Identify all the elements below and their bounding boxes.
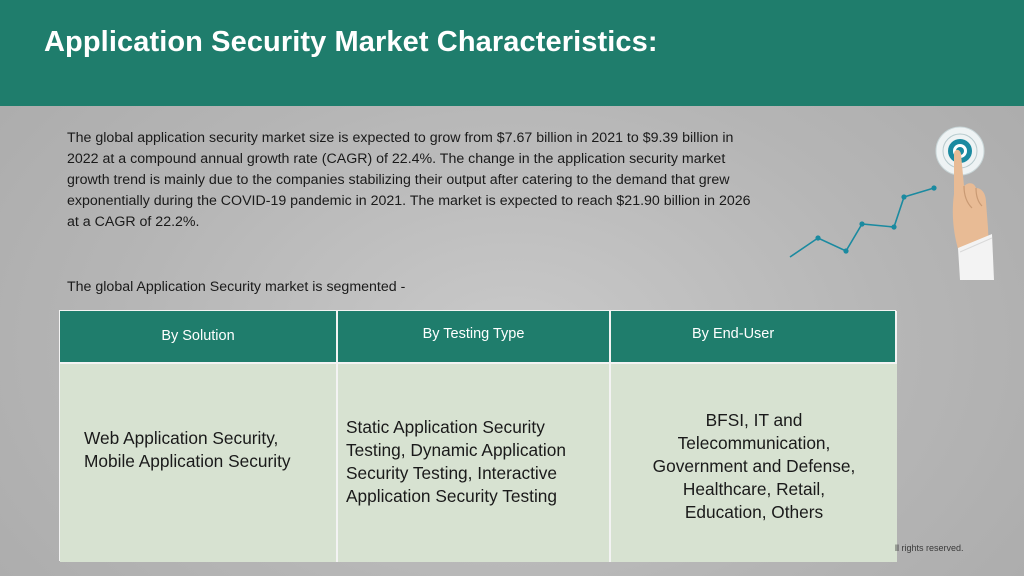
table-cell-testing-type — [338, 364, 611, 562]
page-title: Application Security Market Characteristics: — [44, 26, 658, 58]
segmentation-table — [59, 310, 896, 561]
target-growth-chart-icon — [788, 124, 998, 280]
table-cell-solution — [60, 364, 338, 562]
cell-text: Static Application Security Testing, Dynamic Application Security Testing, Interactive Application Security Testing — [346, 417, 566, 506]
header-label: By End-User — [692, 326, 775, 342]
segment-label: The global Application Security market is segmented - — [67, 279, 406, 295]
title-banner — [0, 0, 1024, 106]
table-cell-end-user — [611, 364, 897, 562]
header-label: By Testing Type — [422, 326, 525, 342]
cell-text: Web Application Security, Mobile Application Security — [84, 428, 291, 471]
intro-paragraph: The global application security market size is expected to grow from $7.67 billion in 2021 to $9.39 billion in 2022 at a compound annual growth rate (CAGR) of 22.4%. The change in the application security market growth trend is mainly due to the companies stabilizing their output after catering to the demand that grew exponentially during the COVID-19 pandemic in 2021. The market is expected to reach $21.90 billion in 2026 at a CAGR of 22.2%. — [67, 130, 751, 230]
table-header-solution — [60, 311, 338, 364]
table-header-end-user — [611, 311, 897, 364]
cell-text: BFSI, IT and Telecommunication, Government and Defense, Healthcare, Retail, Education, Others — [652, 410, 856, 522]
header-label: By Solution — [161, 328, 235, 344]
table-header-testing-type — [338, 311, 611, 364]
copyright-text: ll rights reserved. — [895, 543, 964, 553]
